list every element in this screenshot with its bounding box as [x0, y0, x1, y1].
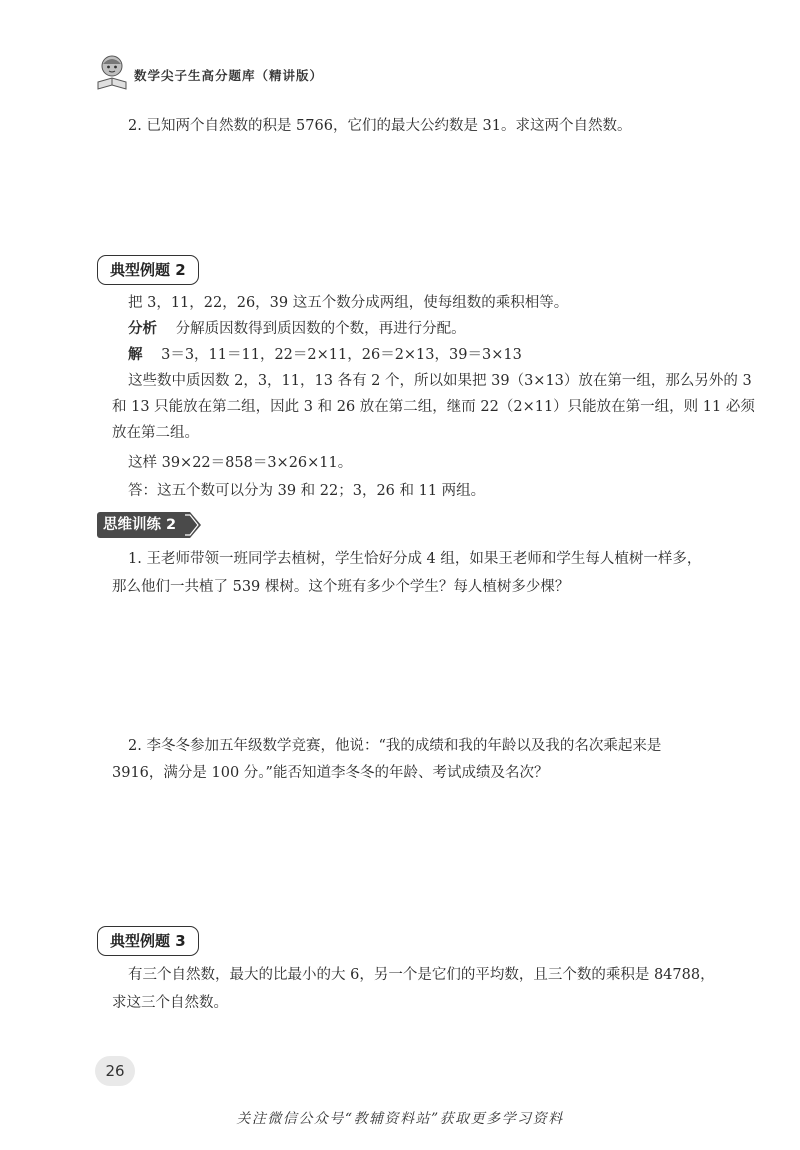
analysis-text: 分解质因数得到质因数的个数，再进行分配。	[175, 321, 466, 337]
arrow-tag-icon	[182, 512, 202, 538]
training-2-q2-line-1: 2. 李冬冬参加五年级数学竞赛，他说：“我的成绩和我的年龄以及我的名次乘起来是	[128, 738, 662, 754]
solution-label: 解	[128, 347, 143, 363]
training-2-q2-line-2: 3916，满分是 100 分。”能否知道李冬冬的年龄、考试成绩及名次？	[112, 765, 549, 781]
example-3-line-1: 有三个自然数，最大的比最小的大 6，另一个是它们的平均数，且三个数的乘积是 84788，	[128, 967, 715, 983]
example-3-line-2: 求这三个自然数。	[112, 995, 228, 1011]
example-2-solution	[128, 342, 522, 368]
example-2-answer: 答：这五个数可以分为 39 和 22；3，26 和 11 两组。	[128, 483, 486, 499]
training-2-q1-line-1: 1. 王老师带领一班同学去植树，学生恰好分成 4 组，如果王老师和学生每人植树一样多，	[128, 551, 702, 567]
training-2-q1-line-2: 那么他们一共植了 539 棵树。这个班有多少个学生？每人植树多少棵？	[112, 579, 570, 595]
training-2-title: 思维训练 2	[97, 512, 182, 538]
example-2-analysis	[128, 316, 466, 342]
example-3-label: 典型例题 3	[97, 926, 199, 956]
explanation-line-1: 这些数中质因数 2，3，11，13 各有 2 个，所以如果把 39（3×13）放在第一组，那么另外的 3	[128, 373, 752, 389]
explanation-line-3: 放在第二组。	[112, 425, 199, 441]
example-2-label: 典型例题 2	[97, 255, 199, 285]
page-number: 26	[95, 1056, 135, 1086]
example-2-problem: 把 3，11，22，26，39 这五个数分成两组，使每组数的乘积相等。	[128, 295, 569, 311]
footer-note: 关注微信公众号“教辅资料站”获取更多学习资料	[236, 1111, 564, 1127]
training-2-label	[97, 512, 202, 538]
question-2-prev: 2. 已知两个自然数的积是 5766，它们的最大公约数是 31。求这两个自然数。	[128, 118, 632, 134]
reading-child-logo-icon	[92, 52, 132, 92]
explanation-line-2: 和 13 只能放在第二组，因此 3 和 26 放在第二组，继而 22（2×11）只能放在第一组，则 11 必须	[112, 399, 755, 415]
analysis-label: 分析	[128, 321, 157, 337]
solution-text: 3＝3，11＝11，22＝2×11，26＝2×13，39＝3×13	[161, 347, 522, 363]
book-title: 数学尖子生高分题库（精讲版）	[134, 68, 324, 83]
example-2-equation: 这样 39×22＝858＝3×26×11。	[128, 455, 353, 471]
